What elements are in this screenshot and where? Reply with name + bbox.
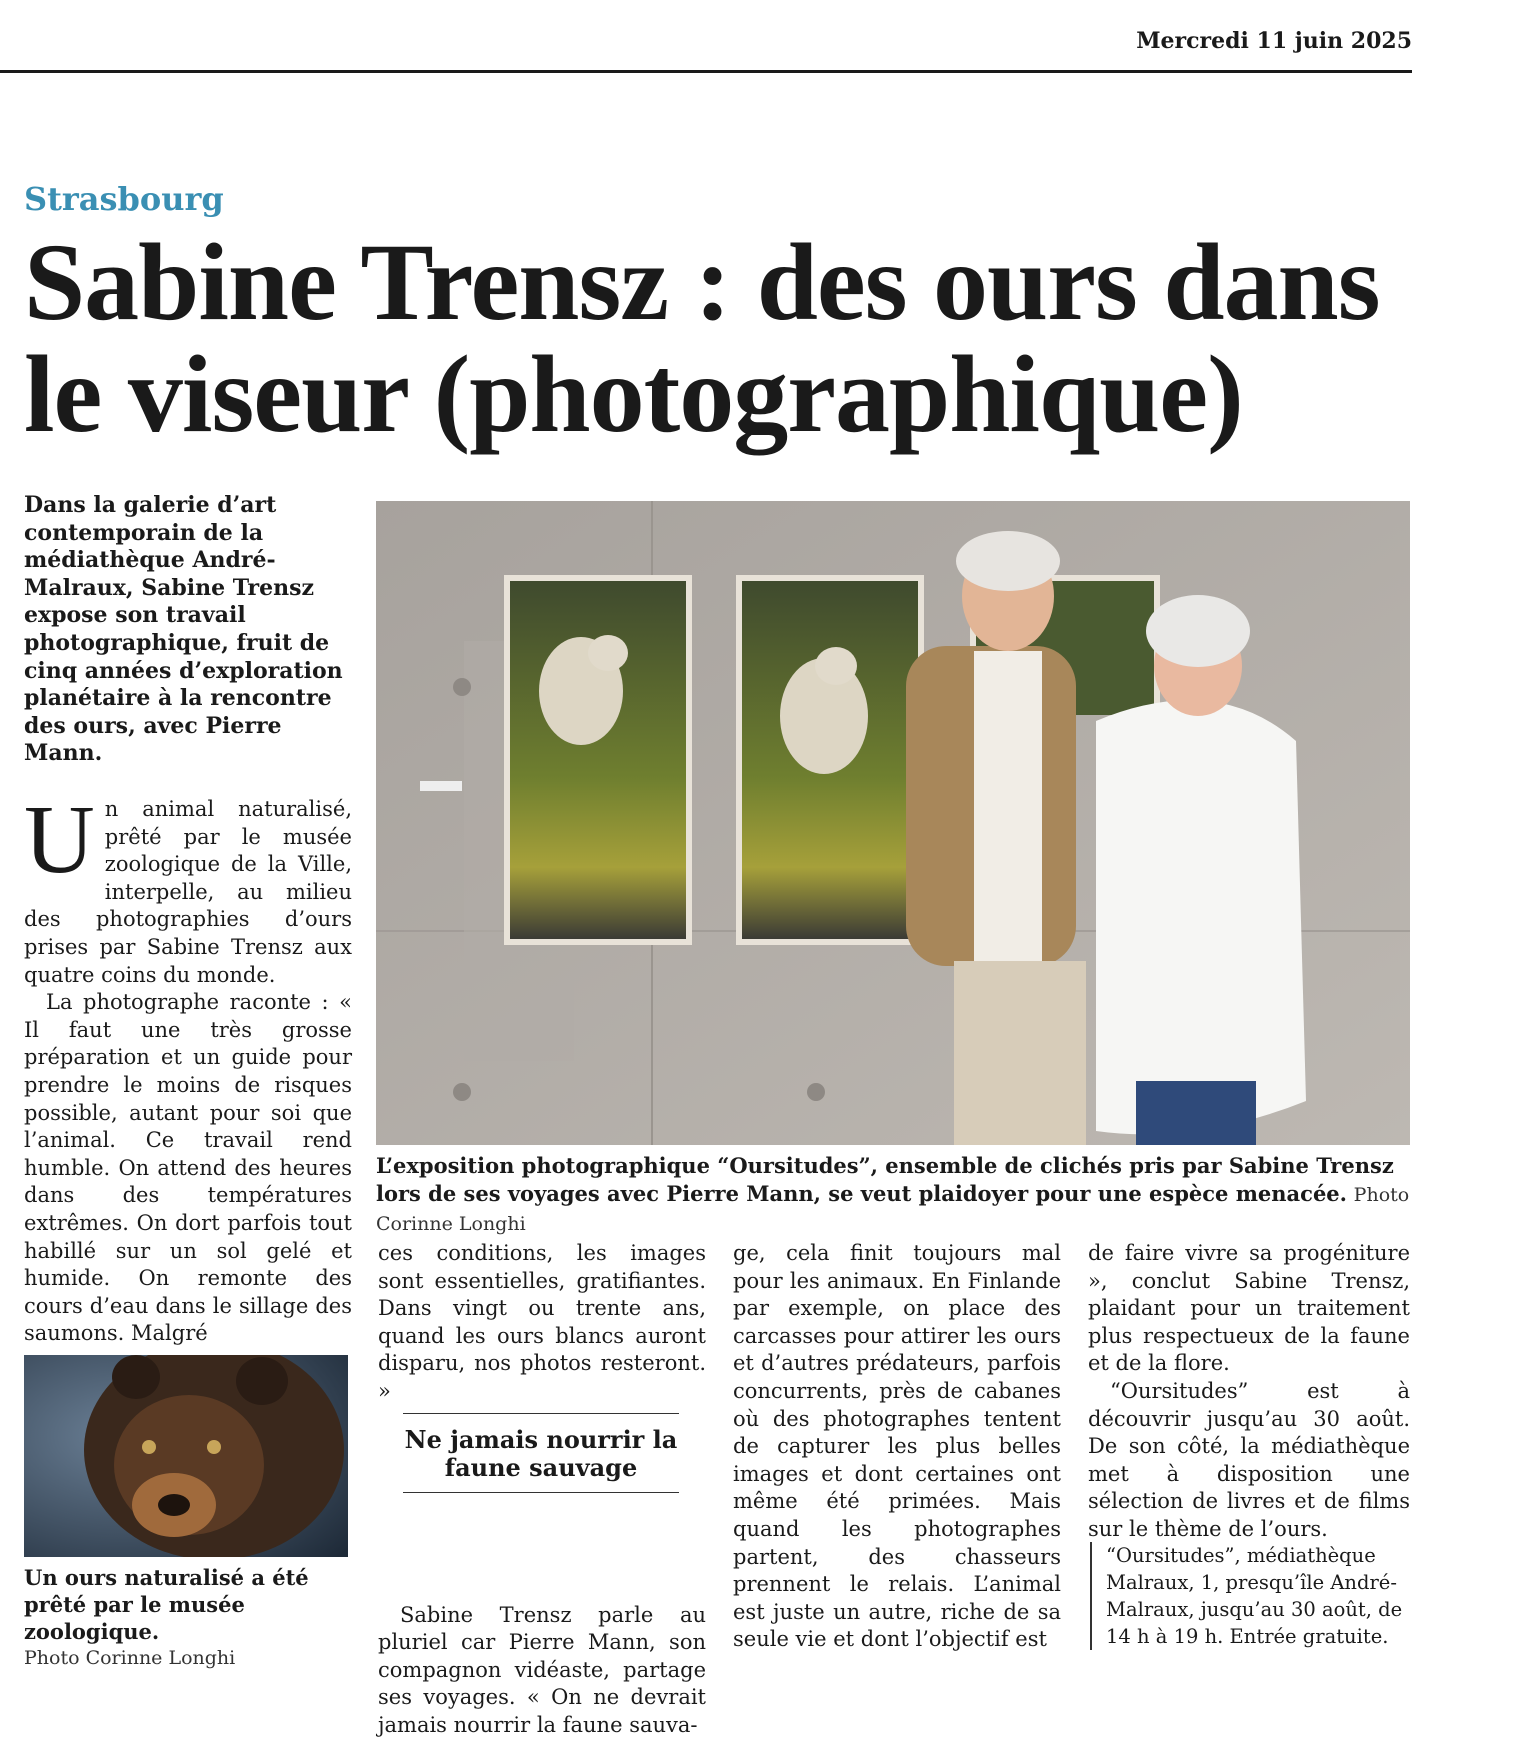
main-photo-caption xyxy=(376,1152,1412,1238)
bear-photo xyxy=(24,1355,348,1557)
dropcap: U xyxy=(24,786,95,894)
paragraph-4: “Oursitudes” est à découvrir jusqu’au 30 août. De son côté, la médiathèque met à disposition une sélection de livres et de films sur le thème de l’ours. xyxy=(1088,1378,1410,1541)
column-4 xyxy=(1088,1240,1410,1544)
exhibition-photo-image xyxy=(376,501,1410,1145)
small-photo-caption xyxy=(24,1564,354,1672)
paragraph-1: n animal naturalisé, prêté par le musée zoologique de la Ville, interpelle, au milieu des photographies d’ours prises par Sabine Trensz aux quatre coins du monde. xyxy=(24,797,352,987)
column-1 xyxy=(24,786,352,1348)
paragraph-2-continued: ces conditions, les images sont essentielles, gratifiantes. Dans vingt ou trente ans, quand les ours blancs auront disparu, nos photos resteront. » xyxy=(378,1241,706,1403)
column-3 xyxy=(733,1240,1061,1654)
intertitle: Ne jamais nourrir la faune sauvage xyxy=(403,1413,679,1493)
paragraph-3: Sabine Trensz parle au pluriel car Pierre Mann, son compagnon vidéaste, partage ses voyages. « On ne devrait jamais nourrir la faune sauva- xyxy=(378,1602,706,1737)
paragraph-2: La photographe raconte : « Il faut une très grosse préparation et un guide pour prendre le moins de risques possible, autant pour soi que l’animal. Ce travail rend humble. On attend des heures dans des températures extrêmes. On dort parfois tout habillé sur un sol gelé et humide. On remonte des cours d’eau dans le sillage des saumons. Malgré xyxy=(24,990,352,1346)
main-photo-credit: Photo Corinne Longhi xyxy=(376,1184,1410,1235)
main-caption-text: L’exposition photographique “Oursitudes”, ensemble de clichés pris par Sabine Trensz lors de ses voyages avec Pierre Mann, se veut plaidoyer pour une espèce menacée. xyxy=(376,1153,1394,1206)
article-lead: Dans la galerie d’art contemporain de la médiathèque André-Malraux, Sabine Trensz expose son travail photographique, fruit de cinq années d’exploration planétaire à la rencontre des ours, avec Pierre Mann. xyxy=(24,492,343,767)
exhibition-photo xyxy=(376,501,1410,1145)
paragraph-3-continued: ge, cela finit toujours mal pour les animaux. En Finlande par exemple, on place des carcasses pour attirer les ours et d’autres prédateurs, parfois concurrents, près de cabanes où des photographes tentent de capturer les plus belles images et dont certaines ont même été primées. Mais quand les photographes partent, des chasseurs prennent le relais. L’animal est juste un autre, riche de sa seule vie et dont l’objectif est xyxy=(733,1241,1061,1652)
headline: Sabine Trensz : des ours dans le viseur (photographique) xyxy=(24,221,1380,455)
header-rule xyxy=(0,70,1412,73)
paragraph-3-end: de faire vivre sa progéniture », conclut Sabine Trensz, plaidant pour un traitement plus respectueux de la faune et de la flore. xyxy=(1088,1241,1410,1376)
small-caption-text: Un ours naturalisé a été prêté par le musée zoologique. xyxy=(24,1565,309,1644)
section-label: Strasbourg xyxy=(24,180,224,218)
publication-date: Mercredi 11 juin 2025 xyxy=(1136,28,1412,54)
practical-info: “Oursitudes”, médiathèque Malraux, 1, presqu’île André-Malraux, jusqu’au 30 août, de 14 h à 19 h. Entrée gratuite. xyxy=(1090,1542,1426,1650)
small-photo-credit: Photo Corinne Longhi xyxy=(24,1647,236,1669)
bear-photo-image xyxy=(24,1355,348,1557)
